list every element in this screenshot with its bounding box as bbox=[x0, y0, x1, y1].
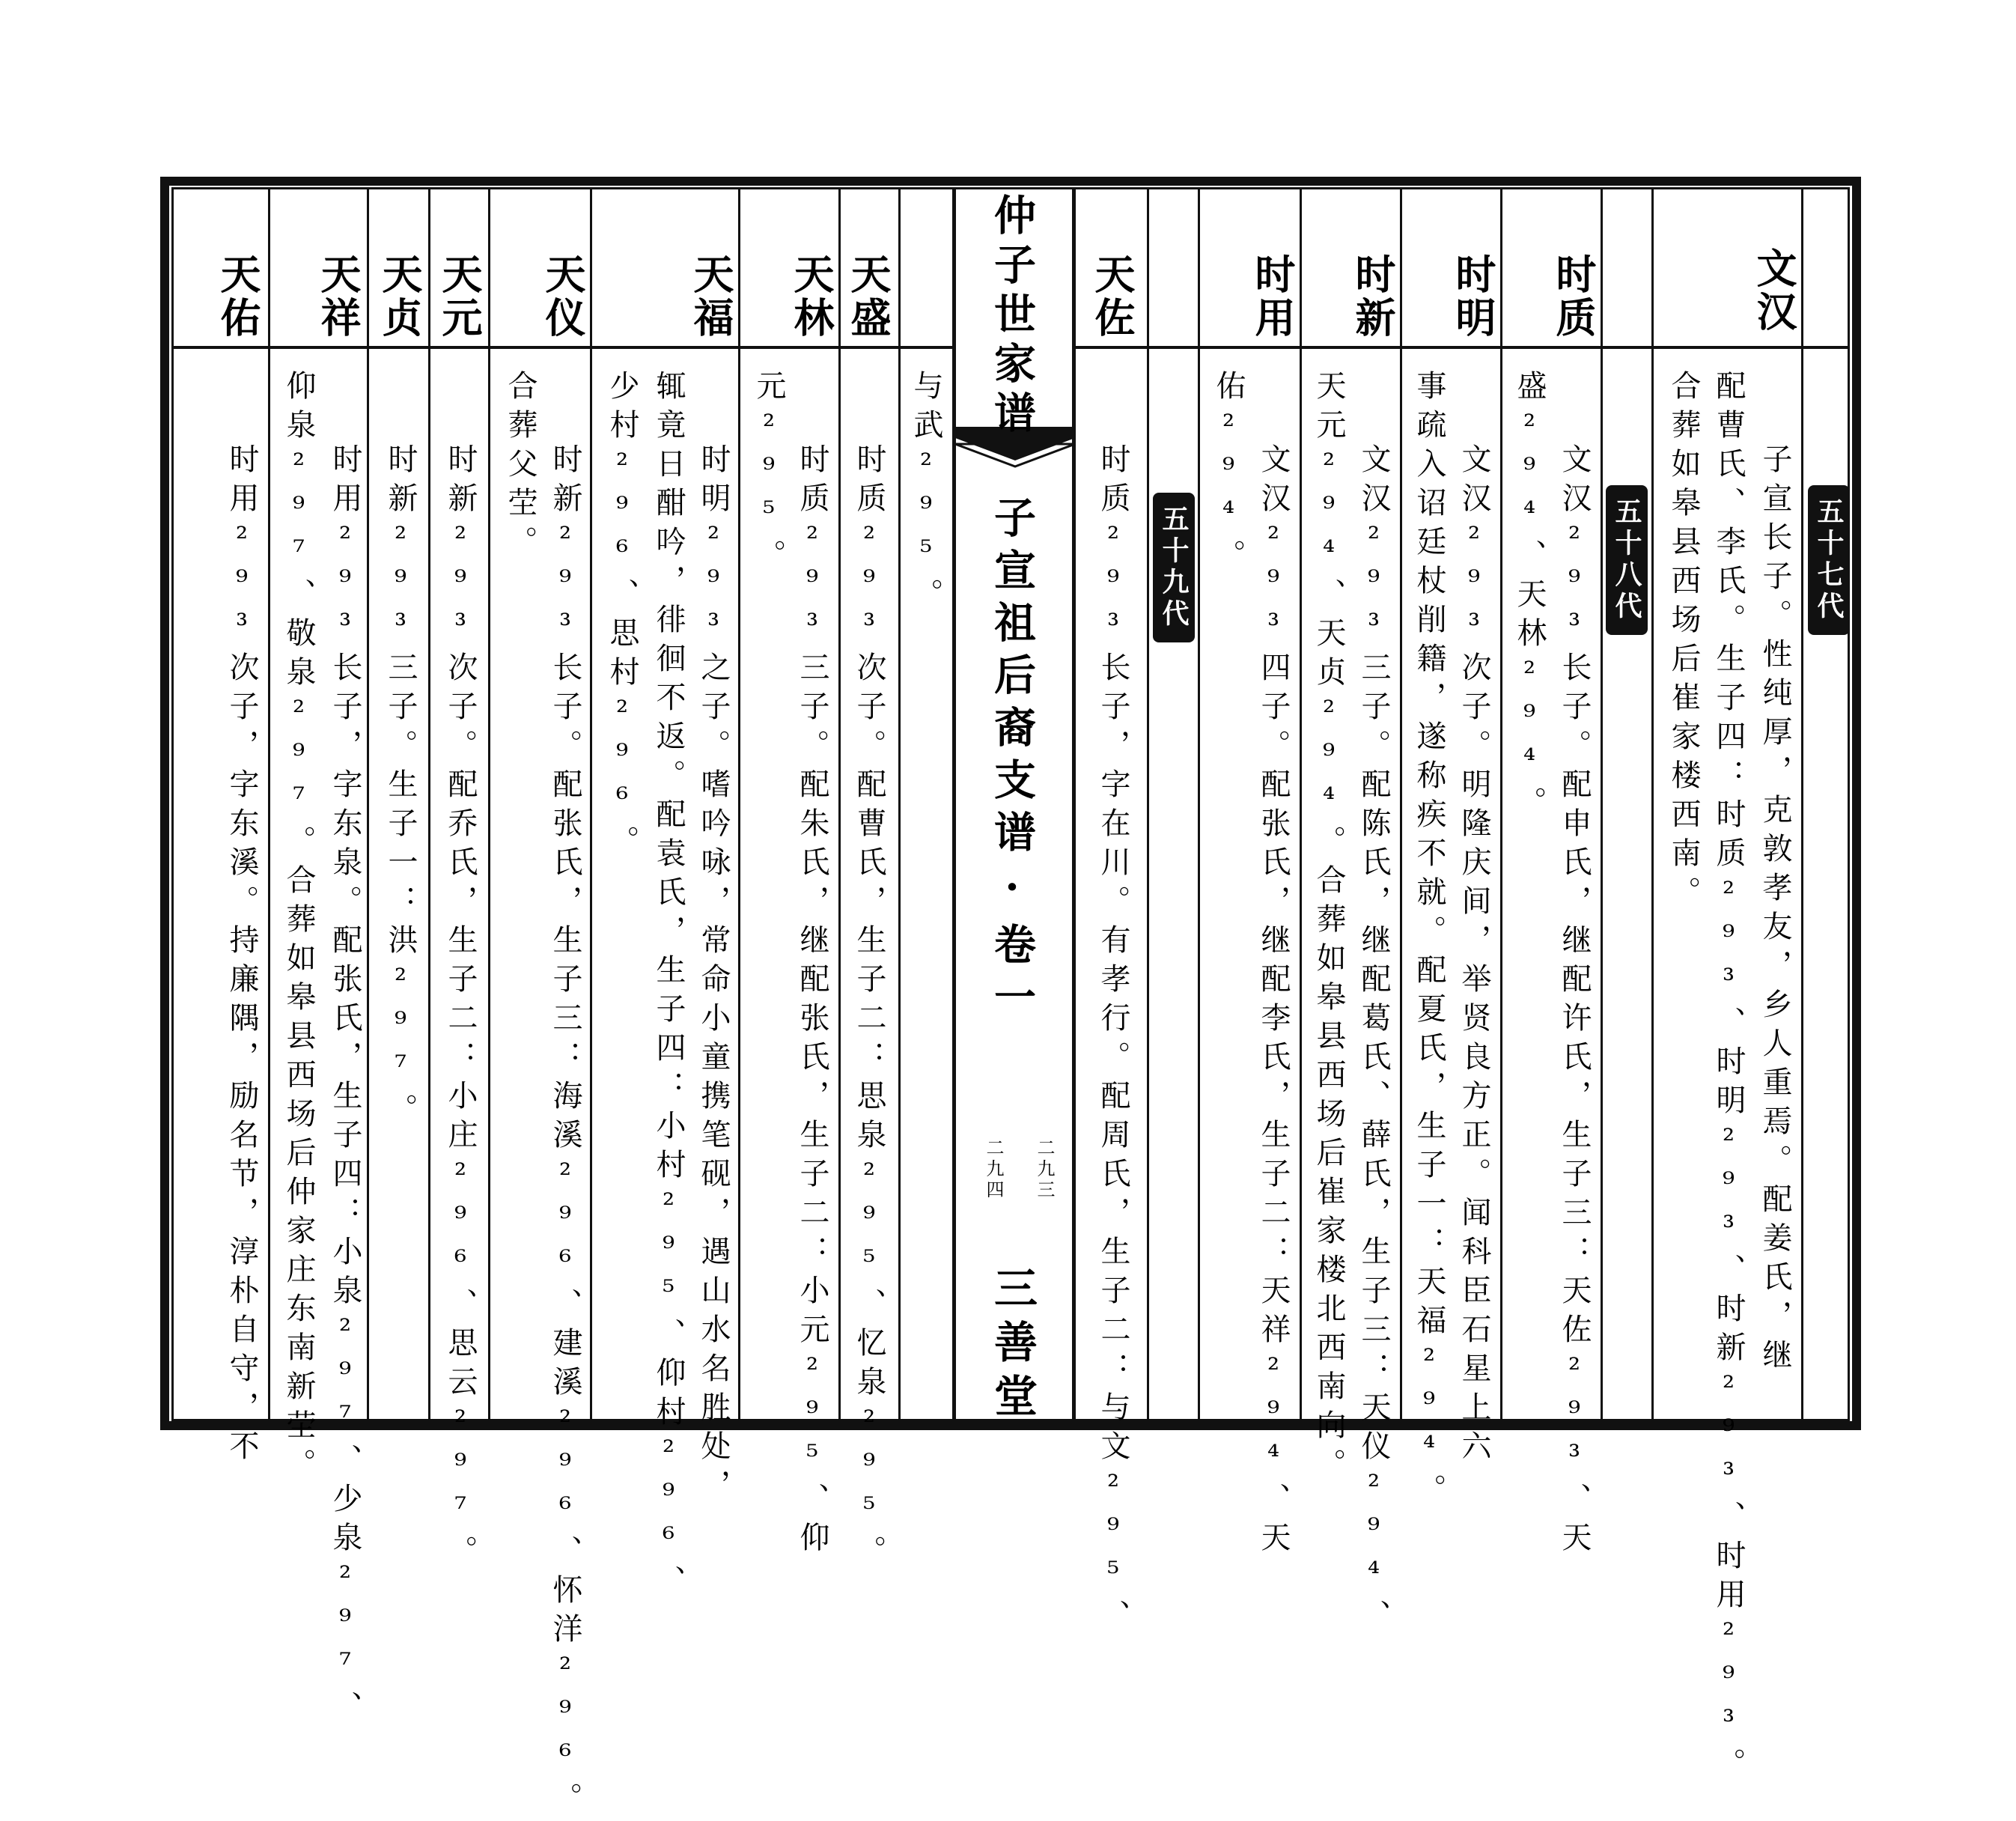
entry-name: 文汉 bbox=[1750, 247, 1798, 334]
spine-rule bbox=[1072, 189, 1076, 1420]
entry-name: 天林 bbox=[788, 253, 835, 340]
col-rule bbox=[738, 189, 740, 1420]
entry-name: 时明 bbox=[1449, 253, 1497, 340]
entry-name: 时用 bbox=[1249, 253, 1297, 340]
generation-badge-58: 五十八代 bbox=[1606, 485, 1648, 635]
col-rule bbox=[590, 189, 592, 1420]
col-rule bbox=[1300, 189, 1302, 1420]
entry-line: 天元²⁹⁴、天贞²⁹⁴。合葬如皋县西场后崔家楼北西南向。 bbox=[1312, 370, 1346, 1487]
entry-line: 文汉²⁹³长子。配申氏，继配许氏，生子三：天佐²⁹³、天 bbox=[1557, 443, 1592, 1560]
generation-badge-57: 五十七代 bbox=[1808, 485, 1850, 635]
entry-line: 时明²⁹³之子。嗜吟咏，常命小童携笔砚，遇山水名胜处， bbox=[696, 443, 731, 1508]
entry-name: 天元 bbox=[436, 253, 484, 340]
entry-line: 时质²⁹³长子，字在川。有孝行。配周氏，生子二：与文²⁹⁵、 bbox=[1096, 443, 1130, 1638]
col-rule bbox=[838, 189, 841, 1420]
entry-line: 时新²⁹³三子。生子一：洪²⁹⁷。 bbox=[383, 443, 418, 1132]
col-rule bbox=[1198, 189, 1200, 1420]
book-subtitle: 子宣祖后裔支谱·卷一 bbox=[987, 496, 1037, 1027]
entry-line: 时新²⁹³次子。配乔氏，生子二：小庄²⁹⁶、思云²⁹⁷。 bbox=[443, 443, 478, 1574]
col-rule bbox=[1147, 189, 1149, 1420]
entry-line: 时新²⁹³长子。配张氏，生子三：海溪²⁹⁶、建溪²⁹⁶、怀洋²⁹⁶。 bbox=[548, 443, 582, 1821]
entry-name: 时新 bbox=[1349, 253, 1397, 340]
col-rule bbox=[1500, 189, 1502, 1420]
col-rule bbox=[1801, 189, 1803, 1420]
col-rule bbox=[1601, 189, 1603, 1420]
entry-line: 事疏入诏廷杖削籍，遂称疾不就。配夏氏，生子一：天福²⁹⁴。 bbox=[1412, 370, 1446, 1513]
entry-line: 辄竟日酣吟，徘徊不返。配袁氏，生子四：小村²⁹⁵、仰村²⁹⁶、 bbox=[651, 370, 686, 1604]
entry-name: 天福 bbox=[687, 253, 735, 340]
hall-name: 三善堂 bbox=[987, 1265, 1038, 1427]
col-rule bbox=[428, 189, 430, 1420]
col-rule bbox=[898, 189, 901, 1420]
entry-line: 文汉²⁹³三子。配陈氏，继配葛氏、薛氏，生子三：天仪²⁹⁴、 bbox=[1356, 443, 1391, 1638]
entry-name: 时质 bbox=[1550, 253, 1598, 340]
entry-line: 时用²⁹³次子，字东溪。持廉隅，励名节，淳朴自守，不 bbox=[225, 443, 259, 1469]
header-rule bbox=[1075, 346, 1850, 349]
entry-line: 佑²⁹⁴。 bbox=[1211, 370, 1246, 578]
page-number-right: 二九三 bbox=[1034, 1138, 1055, 1201]
entry-line: 仰泉²⁹⁷、敬泉²⁹⁷。合葬如皋县西场后仲家庄东南新茔。 bbox=[281, 370, 316, 1487]
entry-line: 子宣长子。性纯厚，克敦孝友，乡人重焉。配姜氏，继 bbox=[1758, 443, 1792, 1378]
entry-line: 合葬如皋县西场后崔家楼西南。 bbox=[1666, 370, 1701, 915]
header-rule bbox=[171, 346, 954, 349]
entry-line: 配曹氏、李氏。生子四：时质²⁹³、时明²⁹³、时新²⁹³、时用²⁹³。 bbox=[1711, 370, 1746, 1787]
col-rule bbox=[952, 189, 956, 1420]
entry-line: 文汉²⁹³四子。配张氏，继配李氏，生子二：天祥²⁹⁴、天 bbox=[1256, 443, 1291, 1560]
col-rule bbox=[268, 189, 270, 1420]
entry-line: 与武²⁹⁵。 bbox=[909, 370, 943, 617]
col-rule bbox=[488, 189, 490, 1420]
entry-line: 盛²⁹⁴、天林²⁹⁴。 bbox=[1512, 370, 1547, 825]
entry-name: 天佐 bbox=[1088, 253, 1136, 340]
entry-line: 时质²⁹³三子。配朱氏，继配张氏，生子二：小元²⁹⁵、仰 bbox=[795, 443, 829, 1560]
entry-name: 天贞 bbox=[376, 253, 424, 340]
entry-name: 天佑 bbox=[214, 253, 262, 340]
col-rule bbox=[1400, 189, 1402, 1420]
col-rule bbox=[1651, 189, 1654, 1420]
entry-line: 少村²⁹⁶、思村²⁹⁶。 bbox=[605, 370, 639, 864]
entry-name: 天仪 bbox=[539, 253, 587, 340]
book-title: 仲子世家谱 bbox=[987, 193, 1037, 440]
generation-badge-59: 五十九代 bbox=[1153, 493, 1195, 642]
entry-line: 时用²⁹³长子，字东泉。配张氏，生子四：小泉²⁹⁷、少泉²⁹⁷、 bbox=[328, 443, 362, 1730]
page-number-left: 二九四 bbox=[983, 1138, 1004, 1201]
entry-name: 天盛 bbox=[844, 253, 892, 340]
entry-name: 天祥 bbox=[314, 253, 362, 340]
entry-line: 时质²⁹³次子。配曹氏，生子二：思泉²⁹⁵、忆泉²⁹⁵。 bbox=[852, 443, 886, 1574]
entry-line: 元²⁹⁵。 bbox=[752, 370, 786, 578]
entry-line: 文汉²⁹³次子。明隆庆间，举贤良方正。闻科臣石星上六 bbox=[1457, 443, 1491, 1469]
entry-line: 合葬父茔。 bbox=[503, 370, 538, 565]
